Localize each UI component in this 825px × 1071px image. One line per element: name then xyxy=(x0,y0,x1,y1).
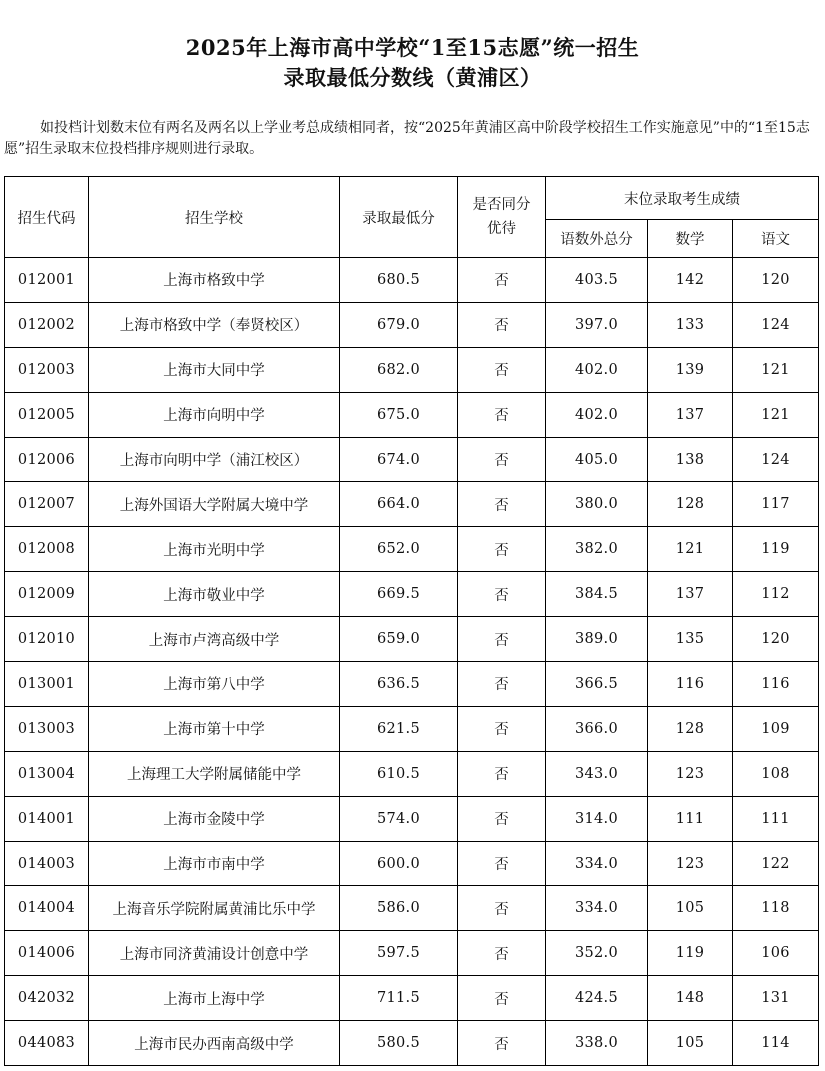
cell-total-score: 366.0 xyxy=(546,706,648,751)
cell-code: 013004 xyxy=(5,751,89,796)
header-min-score: 录取最低分 xyxy=(340,177,458,258)
cell-school: 上海市大同中学 xyxy=(89,347,340,392)
cell-math-score: 105 xyxy=(648,886,733,931)
table-row xyxy=(5,258,819,303)
cell-school: 上海市向明中学 xyxy=(89,392,340,437)
cell-chinese-score: 111 xyxy=(733,796,819,841)
cell-school: 上海市第十中学 xyxy=(89,706,340,751)
cell-total-score: 405.0 xyxy=(546,437,648,482)
cell-code: 014006 xyxy=(5,931,89,976)
cell-min-score: 580.5 xyxy=(340,1021,458,1066)
cell-math-score: 139 xyxy=(648,347,733,392)
header-school: 招生学校 xyxy=(89,177,340,258)
cell-math-score: 138 xyxy=(648,437,733,482)
cell-math-score: 128 xyxy=(648,482,733,527)
cell-chinese-score: 124 xyxy=(733,437,819,482)
cell-total-score: 389.0 xyxy=(546,617,648,662)
cell-chinese-score: 109 xyxy=(733,706,819,751)
cell-min-score: 652.0 xyxy=(340,527,458,572)
cell-code: 042032 xyxy=(5,976,89,1021)
cell-math-score: 135 xyxy=(648,617,733,662)
cell-tie-priority: 否 xyxy=(458,886,546,931)
cell-chinese-score: 124 xyxy=(733,302,819,347)
cell-tie-priority: 否 xyxy=(458,437,546,482)
cell-tie-priority: 否 xyxy=(458,258,546,303)
cell-total-score: 402.0 xyxy=(546,347,648,392)
cell-tie-priority: 否 xyxy=(458,392,546,437)
table-row xyxy=(5,662,819,707)
cell-chinese-score: 108 xyxy=(733,751,819,796)
cell-total-score: 334.0 xyxy=(546,886,648,931)
cell-total-score: 338.0 xyxy=(546,1021,648,1066)
cell-school: 上海市光明中学 xyxy=(89,527,340,572)
cell-chinese-score: 121 xyxy=(733,392,819,437)
cell-school: 上海市上海中学 xyxy=(89,976,340,1021)
cell-math-score: 133 xyxy=(648,302,733,347)
cell-tie-priority: 否 xyxy=(458,976,546,1021)
cell-total-score: 314.0 xyxy=(546,796,648,841)
cell-chinese-score: 119 xyxy=(733,527,819,572)
header-tie-priority: 是否同分优待 xyxy=(458,177,546,258)
table-header xyxy=(5,177,819,258)
cell-min-score: 621.5 xyxy=(340,706,458,751)
cell-total-score: 380.0 xyxy=(546,482,648,527)
cell-code: 012005 xyxy=(5,392,89,437)
cell-chinese-score: 106 xyxy=(733,931,819,976)
cell-min-score: 636.5 xyxy=(340,662,458,707)
cell-school: 上海市格致中学 xyxy=(89,258,340,303)
cell-total-score: 424.5 xyxy=(546,976,648,1021)
cell-code: 012010 xyxy=(5,617,89,662)
cell-school: 上海市同济黄浦设计创意中学 xyxy=(89,931,340,976)
cell-tie-priority: 否 xyxy=(458,572,546,617)
cell-total-score: 334.0 xyxy=(546,841,648,886)
cell-code: 014003 xyxy=(5,841,89,886)
cell-math-score: 121 xyxy=(648,527,733,572)
cell-total-score: 352.0 xyxy=(546,931,648,976)
cell-min-score: 574.0 xyxy=(340,796,458,841)
cell-school: 上海市第八中学 xyxy=(89,662,340,707)
table-row xyxy=(5,886,819,931)
cell-total-score: 402.0 xyxy=(546,392,648,437)
cell-min-score: 711.5 xyxy=(340,976,458,1021)
table-row xyxy=(5,302,819,347)
cell-tie-priority: 否 xyxy=(458,302,546,347)
table-row xyxy=(5,347,819,392)
cell-code: 012008 xyxy=(5,527,89,572)
page-title-line1: 2025年上海市高中学校“1至15志愿”统一招生 xyxy=(185,35,640,60)
cell-total-score: 384.5 xyxy=(546,572,648,617)
cell-school: 上海市金陵中学 xyxy=(89,796,340,841)
cell-chinese-score: 120 xyxy=(733,258,819,303)
header-chinese-score: 语文 xyxy=(733,220,819,258)
cell-code: 013001 xyxy=(5,662,89,707)
cell-tie-priority: 否 xyxy=(458,841,546,886)
cell-school: 上海外国语大学附属大境中学 xyxy=(89,482,340,527)
cell-min-score: 586.0 xyxy=(340,886,458,931)
cell-tie-priority: 否 xyxy=(458,527,546,572)
cell-min-score: 597.5 xyxy=(340,931,458,976)
cell-chinese-score: 121 xyxy=(733,347,819,392)
cell-chinese-score: 112 xyxy=(733,572,819,617)
cell-math-score: 148 xyxy=(648,976,733,1021)
cell-school: 上海音乐学院附属黄浦比乐中学 xyxy=(89,886,340,931)
table-row xyxy=(5,1021,819,1066)
cell-school: 上海市市南中学 xyxy=(89,841,340,886)
cell-min-score: 600.0 xyxy=(340,841,458,886)
table-row xyxy=(5,706,819,751)
header-total-score: 语数外总分 xyxy=(546,220,648,258)
cell-code: 044083 xyxy=(5,1021,89,1066)
table-row xyxy=(5,572,819,617)
cell-code: 013003 xyxy=(5,706,89,751)
cell-math-score: 137 xyxy=(648,392,733,437)
cell-tie-priority: 否 xyxy=(458,751,546,796)
page-title-line2: 录取最低分数线（黄浦区） xyxy=(283,65,542,90)
table-row xyxy=(5,931,819,976)
cell-math-score: 119 xyxy=(648,931,733,976)
cell-chinese-score: 118 xyxy=(733,886,819,931)
cell-code: 014001 xyxy=(5,796,89,841)
table-row xyxy=(5,751,819,796)
admission-rule-note: 如投档计划数末位有两名及两名以上学业考总成绩相同者，按“2025年黄浦区高中阶段学校招生工作实施意见”中的“1至15志愿”招生录取末位投档排序规则进行录取。 xyxy=(4,120,810,157)
cell-school: 上海理工大学附属储能中学 xyxy=(89,751,340,796)
cell-chinese-score: 116 xyxy=(733,662,819,707)
cell-math-score: 123 xyxy=(648,841,733,886)
cell-total-score: 397.0 xyxy=(546,302,648,347)
table-row xyxy=(5,796,819,841)
cell-total-score: 403.5 xyxy=(546,258,648,303)
cell-chinese-score: 131 xyxy=(733,976,819,1021)
cell-min-score: 610.5 xyxy=(340,751,458,796)
cell-code: 012002 xyxy=(5,302,89,347)
cell-tie-priority: 否 xyxy=(458,617,546,662)
cell-code: 012003 xyxy=(5,347,89,392)
cell-code: 012001 xyxy=(5,258,89,303)
cell-total-score: 382.0 xyxy=(546,527,648,572)
cell-total-score: 366.5 xyxy=(546,662,648,707)
cell-min-score: 675.0 xyxy=(340,392,458,437)
table-row xyxy=(5,617,819,662)
cell-code: 014004 xyxy=(5,886,89,931)
cell-math-score: 137 xyxy=(648,572,733,617)
cell-math-score: 123 xyxy=(648,751,733,796)
cell-tie-priority: 否 xyxy=(458,662,546,707)
cell-school: 上海市卢湾高级中学 xyxy=(89,617,340,662)
cell-tie-priority: 否 xyxy=(458,706,546,751)
cell-school: 上海市向明中学（浦江校区） xyxy=(89,437,340,482)
cell-school: 上海市敬业中学 xyxy=(89,572,340,617)
table-row xyxy=(5,976,819,1021)
cell-chinese-score: 114 xyxy=(733,1021,819,1066)
cell-tie-priority: 否 xyxy=(458,482,546,527)
table-body xyxy=(5,258,819,1066)
cell-tie-priority: 否 xyxy=(458,931,546,976)
cell-min-score: 659.0 xyxy=(340,617,458,662)
cell-math-score: 128 xyxy=(648,706,733,751)
cell-math-score: 142 xyxy=(648,258,733,303)
table-row xyxy=(5,482,819,527)
header-last-admitted-scores: 末位录取考生成绩 xyxy=(546,177,819,220)
cell-min-score: 680.5 xyxy=(340,258,458,303)
cell-chinese-score: 120 xyxy=(733,617,819,662)
cell-chinese-score: 117 xyxy=(733,482,819,527)
cell-chinese-score: 122 xyxy=(733,841,819,886)
cell-tie-priority: 否 xyxy=(458,347,546,392)
cell-code: 012007 xyxy=(5,482,89,527)
cell-min-score: 682.0 xyxy=(340,347,458,392)
table-row xyxy=(5,437,819,482)
header-math-score: 数学 xyxy=(648,220,733,258)
cell-min-score: 679.0 xyxy=(340,302,458,347)
table-row xyxy=(5,841,819,886)
admission-score-table xyxy=(4,176,819,1066)
cell-code: 012009 xyxy=(5,572,89,617)
cell-tie-priority: 否 xyxy=(458,796,546,841)
cell-math-score: 105 xyxy=(648,1021,733,1066)
header-code: 招生代码 xyxy=(5,177,89,258)
cell-total-score: 343.0 xyxy=(546,751,648,796)
table-row xyxy=(5,392,819,437)
cell-tie-priority: 否 xyxy=(458,1021,546,1066)
table-row xyxy=(5,527,819,572)
cell-min-score: 664.0 xyxy=(340,482,458,527)
cell-school: 上海市格致中学（奉贤校区） xyxy=(89,302,340,347)
cell-math-score: 111 xyxy=(648,796,733,841)
cell-code: 012006 xyxy=(5,437,89,482)
cell-min-score: 674.0 xyxy=(340,437,458,482)
cell-school: 上海市民办西南高级中学 xyxy=(89,1021,340,1066)
cell-math-score: 116 xyxy=(648,662,733,707)
cell-min-score: 669.5 xyxy=(340,572,458,617)
